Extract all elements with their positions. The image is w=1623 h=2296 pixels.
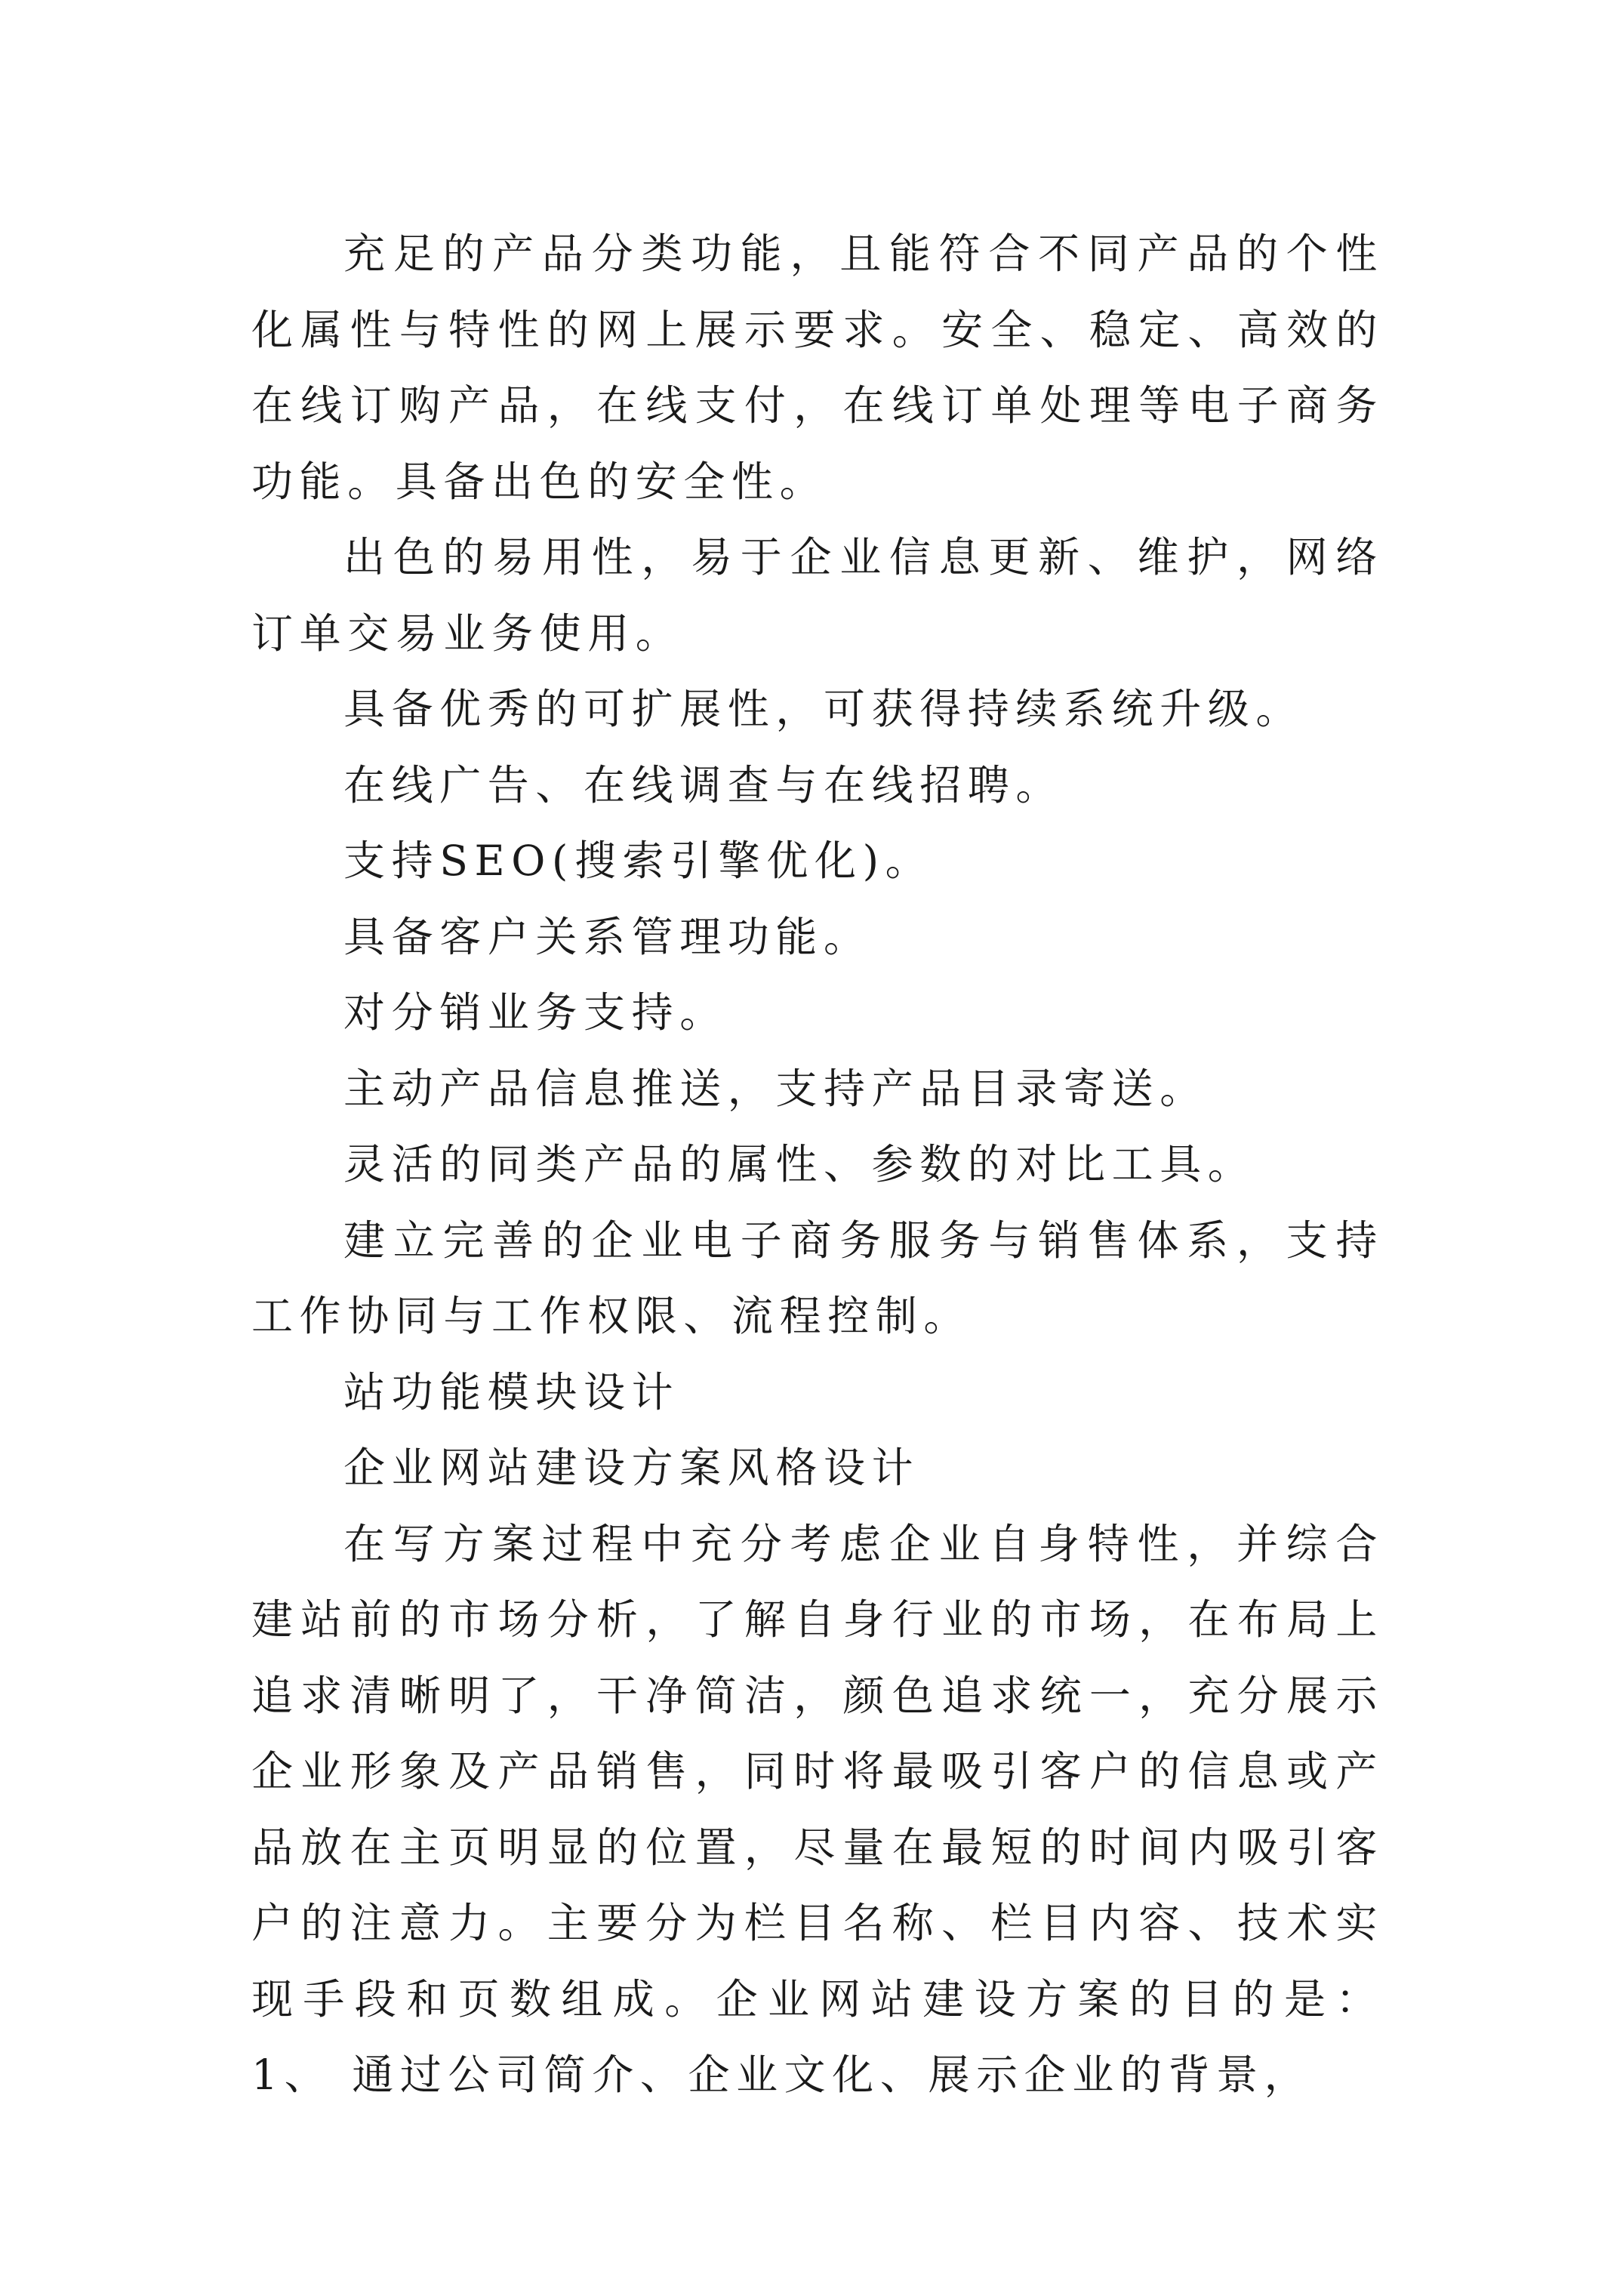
section-heading-style: 企业网站建设方案风格设计: [343, 1444, 920, 1492]
paragraph-distribution: 对分销业务支持。: [343, 988, 728, 1037]
section-heading-modules: 站功能模块设计: [343, 1367, 680, 1416]
document-body: [251, 216, 1384, 2113]
paragraph-seo: 支持SEO(搜索引擎优化)。: [343, 837, 934, 885]
paragraph-design-approach: 在写方案过程中充分考虑企业自身特性，并综合建站前的市场分析，了解自身行业的市场，在布局上追求清晰明了，干净简洁，颜色追求统一，充分展示企业形象及产品销售，同时将最吸引客户的信息或产品放在主页明显的位置，尽量在最短的时间内吸引客户的注意力。主要分为栏目名称、栏目内容、技术实现手段和页数组成。企业网站建设方案的目的是： 1、 通过公司简介、企业文化、展示企业的背景，: [251, 1519, 1384, 2099]
paragraph-extensibility: 具备优秀的可扩展性，可获得持续系统升级。: [343, 685, 1304, 733]
paragraph-online-ads: 在线广告、在线调查与在线招聘。: [343, 760, 1064, 809]
paragraph-crm: 具备客户关系管理功能。: [343, 912, 872, 961]
paragraph-compare-tool: 灵活的同类产品的属性、参数的对比工具。: [343, 1140, 1256, 1188]
paragraph-product-features: 充足的产品分类功能，且能符合不同产品的个性化属性与特性的网上展示要求。安全、稳定、高效的在线订购产品，在线支付，在线订单处理等电子商务功能。具备出色的安全性。: [251, 230, 1384, 506]
paragraph-usability: 出色的易用性，易于企业信息更新、维护，网络订单交易业务使用。: [251, 533, 1384, 658]
paragraph-service-system: 建立完善的企业电子商务服务与销售体系，支持工作协同与工作权限、流程控制。: [251, 1216, 1384, 1340]
paragraph-push: 主动产品信息推送，支持产品目录寄送。: [343, 1064, 1208, 1113]
